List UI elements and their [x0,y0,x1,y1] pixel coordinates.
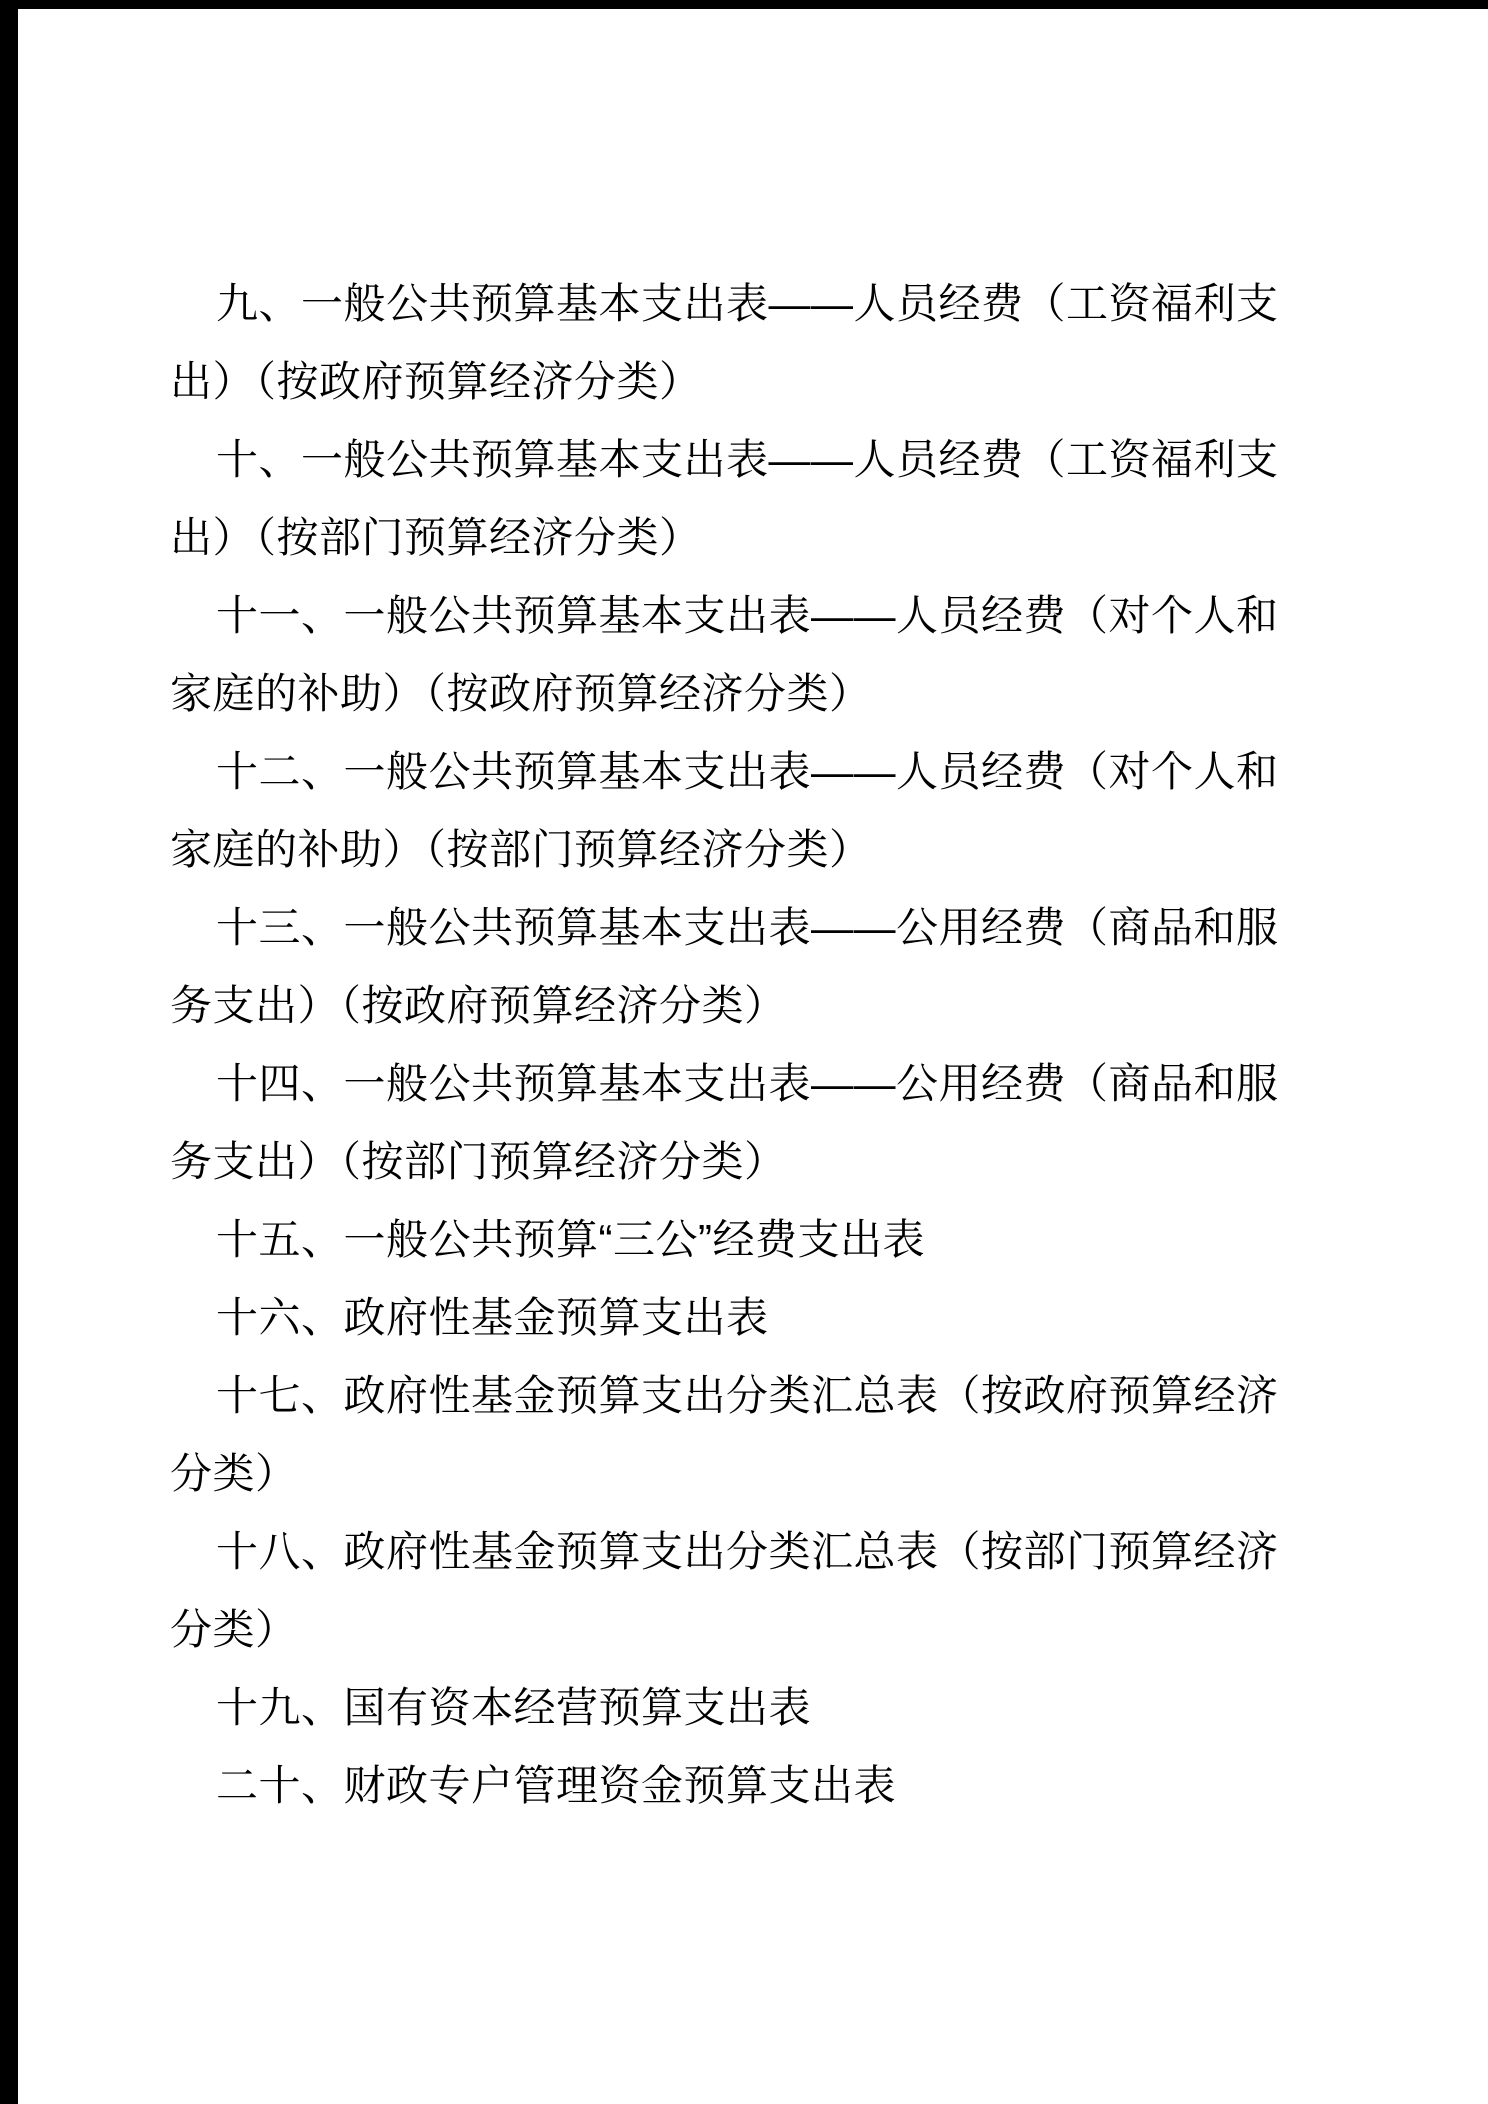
document-line-3: 十、一般公共预算基本支出表——人员经费（工资福利支 [216,436,1279,483]
document-line-6: 家庭的补助）（按政府预算经济分类） [170,670,872,717]
document-line-13: 十五、一般公共预算“三公”经费支出表 [216,1216,925,1263]
document-line-19: 十九、国有资本经营预算支出表 [216,1684,812,1731]
document-line-9: 十三、一般公共预算基本支出表——公用经费（商品和服 [216,904,1279,951]
document-line-7: 十二、一般公共预算基本支出表——人员经费（对个人和 [216,748,1279,795]
document-line-18: 分类） [170,1606,298,1653]
document-line-20: 二十、财政专户管理资金预算支出表 [216,1762,897,1809]
document-line-17: 十八、政府性基金预算支出分类汇总表（按部门预算经济 [216,1528,1279,1575]
document-line-15: 十七、政府性基金预算支出分类汇总表（按政府预算经济 [216,1372,1279,1419]
document-line-14: 十六、政府性基金预算支出表 [216,1294,769,1341]
document-line-16: 分类） [170,1450,298,1497]
document-line-4: 出）（按部门预算经济分类） [170,514,702,561]
scan-edge-left [0,0,18,2104]
document-line-2: 出）（按政府预算经济分类） [170,358,702,405]
scan-edge-top [0,0,1488,9]
document-line-11: 十四、一般公共预算基本支出表——公用经费（商品和服 [216,1060,1279,1107]
document-line-10: 务支出）（按政府预算经济分类） [170,982,787,1029]
document-line-12: 务支出）（按部门预算经济分类） [170,1138,787,1185]
document-line-1: 九、一般公共预算基本支出表——人员经费（工资福利支 [216,280,1279,327]
document-line-8: 家庭的补助）（按部门预算经济分类） [170,826,872,873]
document-line-5: 十一、一般公共预算基本支出表——人员经费（对个人和 [216,592,1279,639]
document-text-block [170,265,1440,1825]
